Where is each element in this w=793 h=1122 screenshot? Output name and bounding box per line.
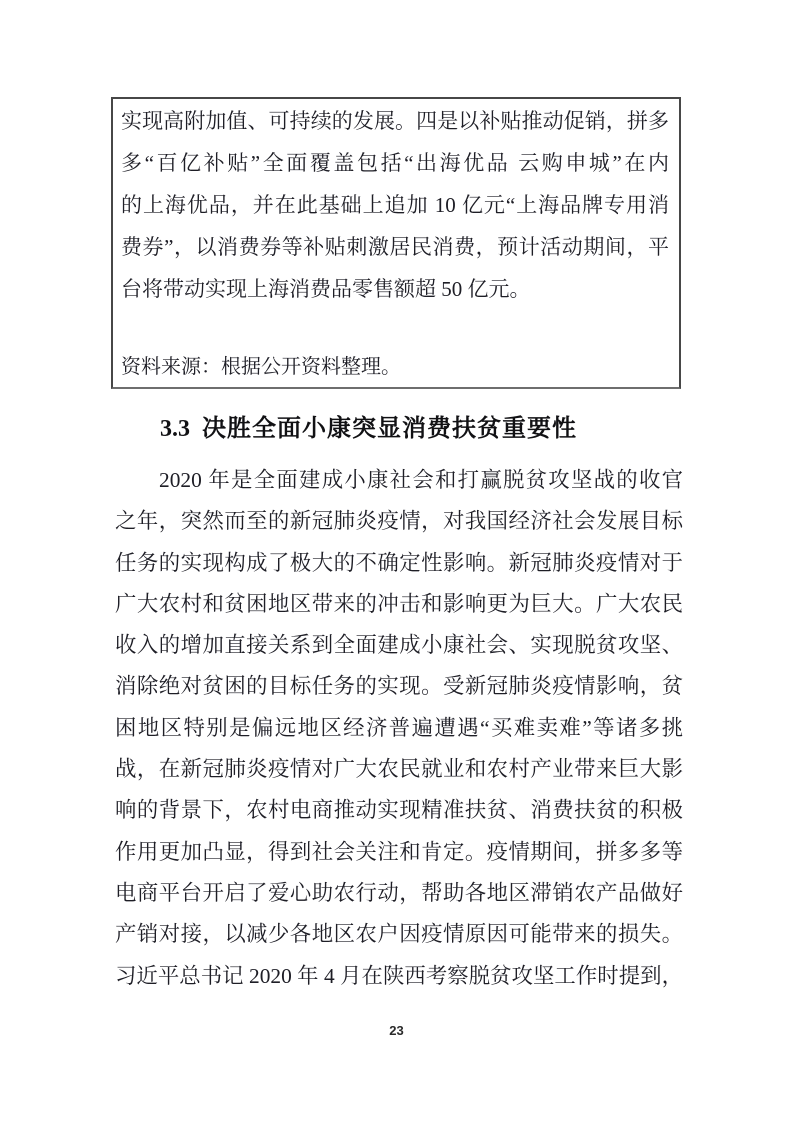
section-title: 决胜全面小康突显消费扶贫重要性	[202, 416, 577, 442]
paragraph-line: 困地区特别是偏远地区经济普遍遭遇“买难卖难”等诸多挑	[115, 715, 683, 740]
paragraph-line: 战，在新冠肺炎疫情对广大农民就业和农村产业带来巨大影	[115, 757, 683, 782]
page-footer	[0, 1022, 793, 1040]
paragraph-line: 作用更加凸显，得到社会关注和肯定。疫情期间，拼多多等	[115, 839, 683, 864]
source-text-box	[111, 97, 681, 389]
page-number: 23	[389, 1023, 404, 1038]
paragraph-line: 习近平总书记 2020 年 4 月在陕西考察脱贫攻坚工作时提到，	[115, 963, 683, 988]
box-text-line: 实现高附加值、可持续的发展。四是以补贴推动促销，拼多	[121, 109, 669, 133]
paragraph-line: 任务的实现构成了极大的不确定性影响。新冠肺炎疫情对于	[115, 550, 683, 575]
section-number: 3.3	[160, 416, 190, 442]
paragraph-line: 消除绝对贫困的目标任务的实现。受新冠肺炎疫情影响，贫	[115, 674, 683, 699]
paragraph-line: 之年，突然而至的新冠肺炎疫情，对我国经济社会发展目标	[115, 509, 683, 534]
paragraph-line: 广大农村和贫困地区带来的冲击和影响更为巨大。广大农民	[115, 591, 683, 616]
section-heading	[160, 408, 577, 443]
box-text-line: 台将带动实现上海消费品零售额超 50 亿元。	[121, 277, 531, 301]
source-note: 资料来源：根据公开资料整理。	[121, 356, 401, 378]
box-text-line: 的上海优品，并在此基础上追加 10 亿元“上海品牌专用消	[121, 193, 669, 217]
paragraph-line: 响的背景下，农村电商推动实现精准扶贫、消费扶贫的积极	[115, 798, 683, 823]
paragraph-line: 电商平台开启了爱心助农行动，帮助各地区滞销农产品做好	[115, 880, 683, 905]
body-paragraph	[115, 460, 683, 997]
box-text-line: 多“百亿补贴”全面覆盖包括“出海优品 云购申城”在内	[121, 151, 669, 175]
paragraph-line: 2020 年是全面建成小康社会和打赢脱贫攻坚战的收官	[159, 468, 683, 492]
paragraph-line: 收入的增加直接关系到全面建成小康社会、实现脱贫攻坚、	[115, 633, 683, 658]
box-text-line: 费券”，以消费券等补贴刺激居民消费，预计活动期间，平	[121, 235, 669, 259]
paragraph-line: 产销对接，以减少各地区农户因疫情原因可能带来的损失。	[115, 922, 683, 947]
